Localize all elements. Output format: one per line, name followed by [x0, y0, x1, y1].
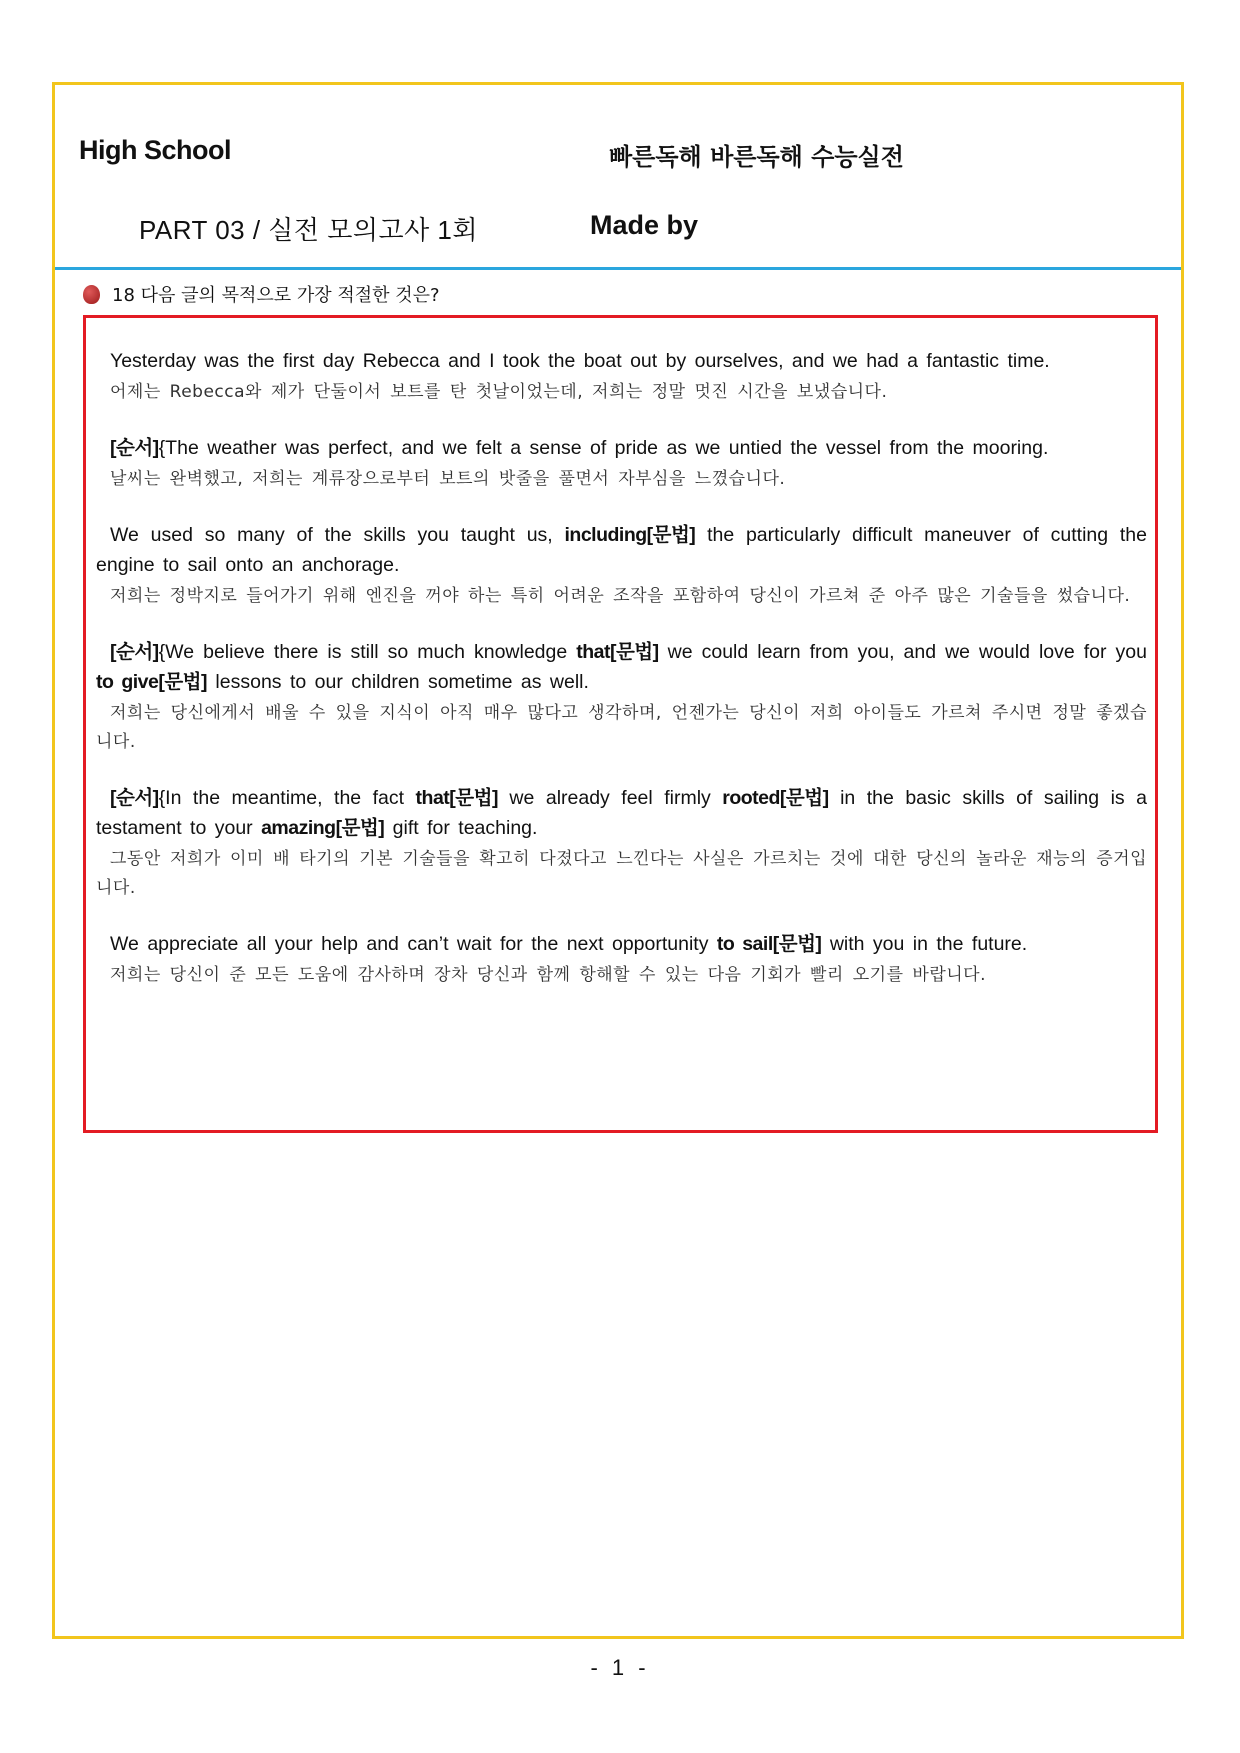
english-sentence — [96, 433, 1147, 463]
passage-paragraph — [96, 346, 1147, 407]
korean-translation: 저희는 당신에게서 배울 수 있을 지식이 아직 매우 많다고 생각하며, 언젠가는 당신이 저희 아이들도 가르쳐 주시면 정말 좋겠습니다. — [96, 703, 1147, 752]
page-frame — [52, 82, 1184, 1639]
korean-translation: 그동안 저희가 이미 배 타기의 기본 기술들을 확고히 다졌다고 느낀다는 사실은 가르치는 것에 대한 당신의 놀라운 재능의 증거입니다. — [96, 849, 1147, 898]
sentence-text: the particularly difficult maneuver of cutting the engine to sail onto an anchorage. — [96, 524, 1147, 576]
english-sentence — [96, 346, 1147, 376]
grammar-tag: amazing[문법] — [261, 817, 385, 839]
header-top-row — [79, 135, 1181, 185]
english-sentence — [96, 929, 1147, 959]
passage-paragraph — [96, 783, 1147, 903]
english-sentence — [96, 520, 1147, 580]
question-prompt — [83, 281, 440, 307]
grammar-tag: including[문법] — [564, 524, 696, 546]
korean-translation: 날씨는 완벽했고, 저희는 계류장으로부터 보트의 밧줄을 풀면서 자부심을 느꼈습니다. — [110, 469, 786, 489]
sentence-text: lessons to our children sometime as well. — [207, 671, 589, 693]
sentence-text: in the basic skills of sailing is a testament to your — [96, 787, 1147, 839]
header-bottom-row — [55, 210, 1181, 260]
header-divider — [55, 267, 1181, 270]
grammar-tag: rooted[문법] — [722, 787, 829, 809]
sentence-text: gift for teaching. — [384, 817, 538, 839]
sentence-text: {We believe there is still so much knowledge — [158, 641, 577, 663]
passage-box — [83, 315, 1158, 1133]
english-sentence — [96, 783, 1147, 843]
strawberry-icon — [83, 285, 100, 304]
made-by-label: Made by — [590, 210, 699, 240]
korean-translation: 어제는 Rebecca와 제가 단둘이서 보트를 탄 첫날이었는데, 저희는 정말 멋진 시간을 보냈습니다. — [110, 382, 888, 402]
passage-paragraph — [96, 637, 1147, 757]
grammar-tag: to sail[문법] — [716, 933, 822, 955]
sentence-text: We used so many of the skills you taught us, — [110, 524, 565, 546]
part-title: PART 03 / 실전 모의고사 1회 — [139, 215, 479, 245]
grammar-tag: to give[문법] — [96, 671, 208, 693]
korean-translation: 저희는 정박지로 들어가기 위해 엔진을 꺼야 하는 특히 어려운 조작을 포함하여 당신이 가르쳐 준 아주 많은 기술들을 썼습니다. — [110, 586, 1131, 606]
school-level-label: High School — [79, 135, 231, 165]
passage-paragraph — [96, 520, 1147, 611]
sentence-text: with you in the future. — [821, 933, 1028, 955]
sentence-text: we already feel firmly — [497, 787, 723, 809]
sentence-text: {In the meantime, the fact — [158, 787, 416, 809]
question-text: 18 다음 글의 목적으로 가장 적절한 것은? — [112, 285, 440, 306]
sentence-text: we could learn from you, and we would love for you — [658, 641, 1147, 663]
book-title: 빠른독해 바른독해 수능실전 — [609, 143, 904, 171]
sentence-text: Yesterday was the first day Rebecca and I took the boat out by ourselves, and we had a fantastic time. — [110, 350, 1050, 372]
grammar-tag: that[문법] — [415, 787, 498, 809]
grammar-tag: [순서] — [110, 787, 159, 809]
korean-translation: 저희는 당신이 준 모든 도움에 감사하며 장차 당신과 함께 항해할 수 있는 다음 기회가 빨리 오기를 바랍니다. — [110, 965, 987, 985]
grammar-tag: [순서] — [110, 641, 159, 663]
sentence-text: We appreciate all your help and can’t wait for the next opportunity — [110, 933, 717, 955]
sentence-text: {The weather was perfect, and we felt a sense of pride as we untied the vessel from the mooring. — [158, 437, 1049, 459]
passage-paragraph — [96, 433, 1147, 494]
page-number: - 1 - — [590, 1655, 650, 1680]
english-sentence — [96, 637, 1147, 697]
passage-paragraph — [96, 929, 1147, 990]
grammar-tag: that[문법] — [576, 641, 659, 663]
grammar-tag: [순서] — [110, 437, 159, 459]
